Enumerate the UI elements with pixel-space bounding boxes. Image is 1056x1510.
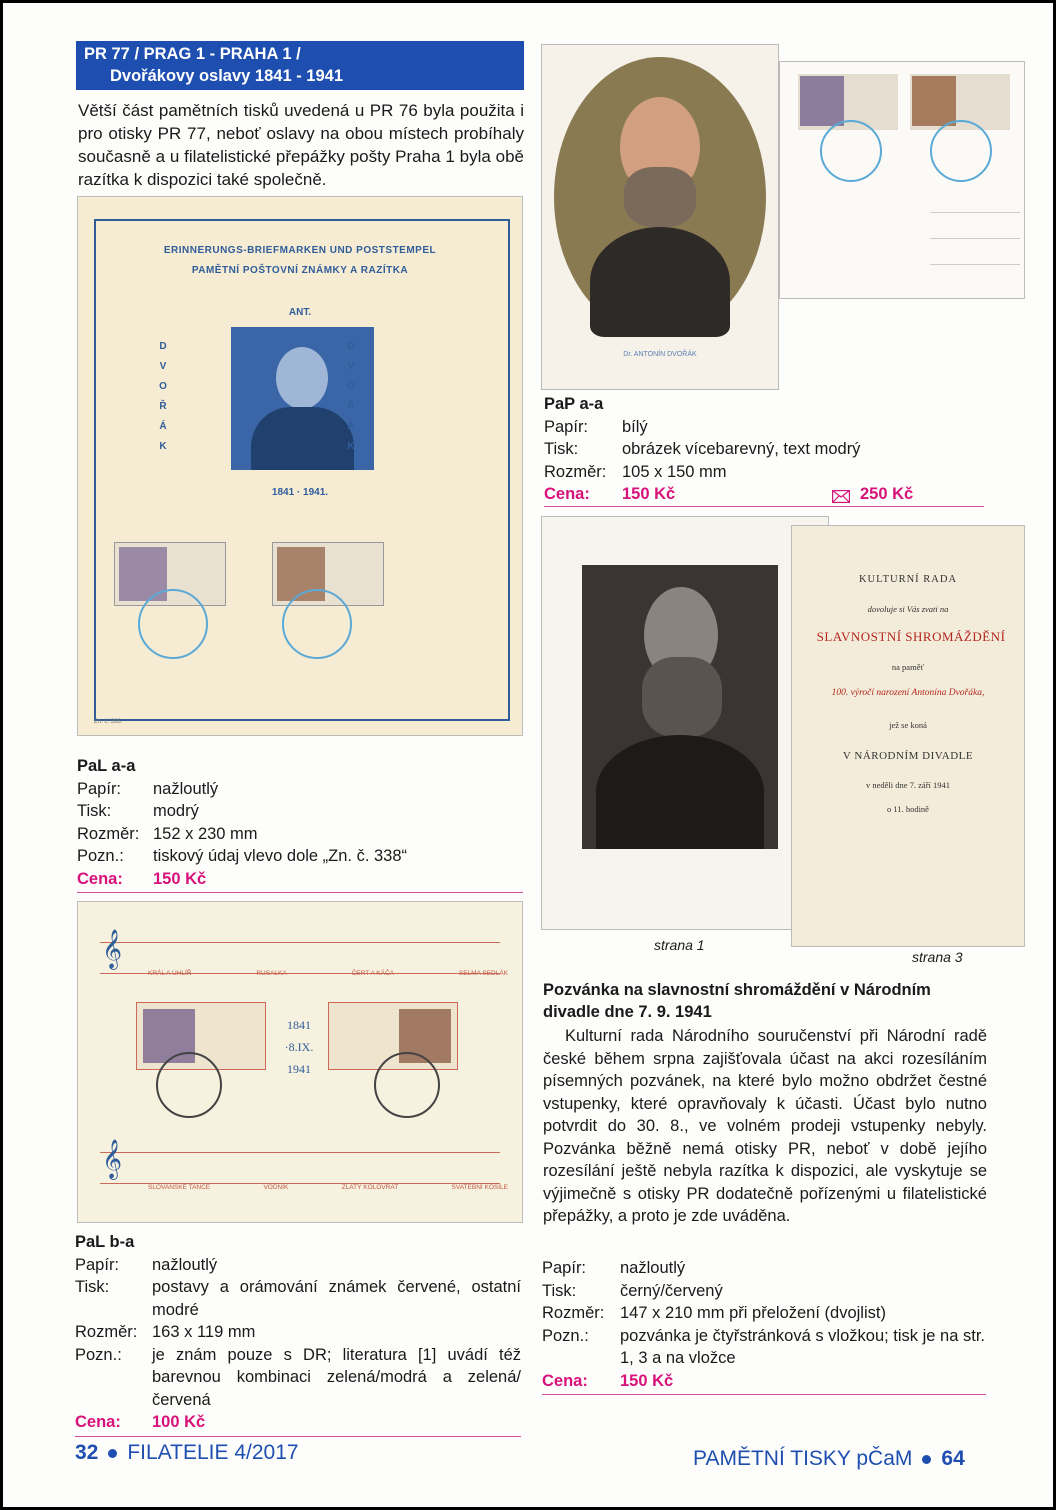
postcard-caption: Dr. ANTONÍN DVOŘÁK <box>623 351 697 358</box>
postmark-right <box>282 589 352 659</box>
footer-right <box>693 1447 965 1471</box>
postcard-back-image <box>779 61 1025 299</box>
divider <box>544 506 984 507</box>
figure-labels-bottom: SLOVANSKÉ TANCE VODNÍK ZLATÝ KOLOVRAT SVATEBNÍ KOŠILE <box>148 1184 508 1191</box>
pap-a-price-2: 250 Kč <box>860 485 914 503</box>
page-number-left: 32 <box>75 1441 99 1464</box>
caption-page-3: strana 3 <box>912 949 963 965</box>
pal-a-price: 150 Kč <box>153 869 207 888</box>
postmark-left <box>138 589 208 659</box>
inv-line-5: 100. výročí narození Antonína Dvořáka, <box>831 688 985 698</box>
inv-line-6: jež se koná <box>889 720 927 730</box>
page-number-right: 64 <box>941 1447 965 1470</box>
treble-clef-icon-2: 𝄞 <box>102 1140 123 1178</box>
caption-page-1: strana 1 <box>654 937 705 953</box>
divider <box>542 1394 986 1395</box>
name-letters-left: D V O Ř Á K <box>159 341 167 452</box>
sheet-ant: ANT. <box>288 307 312 318</box>
pozvanka-price: 150 Kč <box>620 1371 674 1390</box>
pozvanka-specs: Papír: nažloutlý Tisk: černý/červený Rozměr: 147 x 210 mm při přeložení (dvojlist) Pozn.: pozvánka je čtyřstránková s vložkou; tisk je na str. 1, 3 a na vložce Cena: 150 Kč <box>542 1257 986 1392</box>
divider <box>75 1436 521 1437</box>
oval-portrait <box>554 57 766 337</box>
inv-line-9: o 11. hodině <box>887 804 929 814</box>
pozvanka-paragraph: Kulturní rada Národního souručenství při Národní radě české během srpna zajišťovala účast na akci rozesíláním písemných pozvánek, na které bylo možno obdržet čestné vstupenky, které opravňovaly k účasti. Účast bylo nutno potvrdit do 30. 8., ve volném prodeji vstupenky nebyly. Pozvánka běžně nemá otisky PR, neboť v době jejího rozesílání ještě nebyla razítka k dispozici, ale vyskytuje se výjimečně s otisky PR dodatečně pořízenými u filatelistické přepážky, a proto je zde uváděna. <box>543 1027 987 1225</box>
pal-b-specs: PaL b-a Papír: nažloutlý Tisk: postavy a orámování známek červené, ostatní modré Rozměr: 163 x 119 mm Pozn.: je znám pouze s DR; literatura [1] uvádí též barevnou kombinaci zelená/modrá a zelená/červená Cena: 100 Kč <box>75 1231 521 1434</box>
staff-bottom <box>100 1152 500 1184</box>
postmark-b-right <box>374 1052 440 1118</box>
pal-b-price: 100 Kč <box>152 1413 206 1431</box>
inv-line-1: KULTURNÍ RADA <box>858 574 958 585</box>
postmark-card-right <box>930 120 992 182</box>
pal-b-sheet-image <box>77 901 523 1223</box>
footer-left <box>75 1441 299 1465</box>
inv-line-2: dovoluje si Vás zvati na <box>867 604 949 614</box>
pap-a-specs: PaP a-a Papír: bílý Tisk: obrázek vícebarevný, text modrý Rozměr: 105 x 150 mm Cena: 150 Kč 250 Kč <box>544 393 984 506</box>
pozvanka-title: Pozvánka na slavnostní shromáždění v Národním divadle dne 7. 9. 1941 <box>543 981 931 1021</box>
postcard-portrait-image <box>541 44 779 390</box>
name-letters-right: D V O Ř Á K <box>347 341 355 452</box>
inv-line-8: v neděli dne 7. září 1941 <box>865 780 951 790</box>
invitation-page-1-image <box>541 516 829 930</box>
postmark-b-left <box>156 1052 222 1118</box>
sheet-years: 1841 · 1941. <box>271 487 329 498</box>
inv-line-7: V NÁRODNÍM DIVADLE <box>842 750 974 762</box>
sheet-heading-2: PAMĚTNÍ POŠTOVNÍ ZNÁMKY A RAZÍTKA <box>191 265 409 276</box>
header-line-2: Dvořákovy oslavy 1841 - 1941 <box>110 67 343 85</box>
pap-a-title: PaP a-a <box>544 395 604 413</box>
pal-b-title: PaL b-a <box>75 1233 135 1251</box>
bw-portrait <box>582 565 778 849</box>
section-header <box>76 41 524 90</box>
header-line-1: PR 77 / PRAG 1 - PRAHA 1 / <box>84 45 301 63</box>
sheet-heading-1: ERINNERUNGS-BRIEFMARKEN UND POSTSTEMPEL <box>163 245 437 256</box>
treble-clef-icon: 𝄞 <box>102 930 123 968</box>
envelope-icon <box>832 487 850 500</box>
inv-line-3: SLAVNOSTNÍ SHROMÁŽDĚNÍ <box>816 629 1006 644</box>
divider <box>77 892 523 893</box>
pal-a-sheet-image <box>77 196 523 736</box>
figure-labels-top: KRÁL A UHLÍŘ RUSALKA ČERT A KÁČA SELMA SEDLÁK <box>148 970 508 977</box>
sheet-b-date: 1841 ·8.IX. 1941 <box>284 1018 314 1076</box>
invitation-page-3-image <box>791 525 1025 947</box>
series-name: PAMĚTNÍ TISKY pČaM <box>693 1447 913 1470</box>
intro-paragraph: Větší část pamětních tisků uvedená u PR 76 byla použita i pro otisky PR 77, neboť oslavy na obou místech probíhaly současně a u filatelistické přepážky pošty Praha 1 byla obě razítka k dispozici také společně. <box>78 101 524 189</box>
postmark-card-left <box>820 120 882 182</box>
bullet-icon <box>108 1449 117 1458</box>
pal-a-title: PaL a-a <box>77 757 136 775</box>
magazine-name: FILATELIE 4/2017 <box>127 1441 299 1464</box>
printer-mark: Zn. č. 338. <box>94 719 123 725</box>
pap-a-price: 150 Kč <box>622 485 676 503</box>
pal-a-specs: PaL a-a Papír: nažloutlý Tisk: modrý Rozměr: 152 x 230 mm Pozn.: tiskový údaj vlevo dole „Zn. č. 338“ Cena: 150 Kč <box>77 755 523 890</box>
inv-line-4: na paměť <box>891 662 925 672</box>
bullet-icon <box>922 1455 931 1464</box>
